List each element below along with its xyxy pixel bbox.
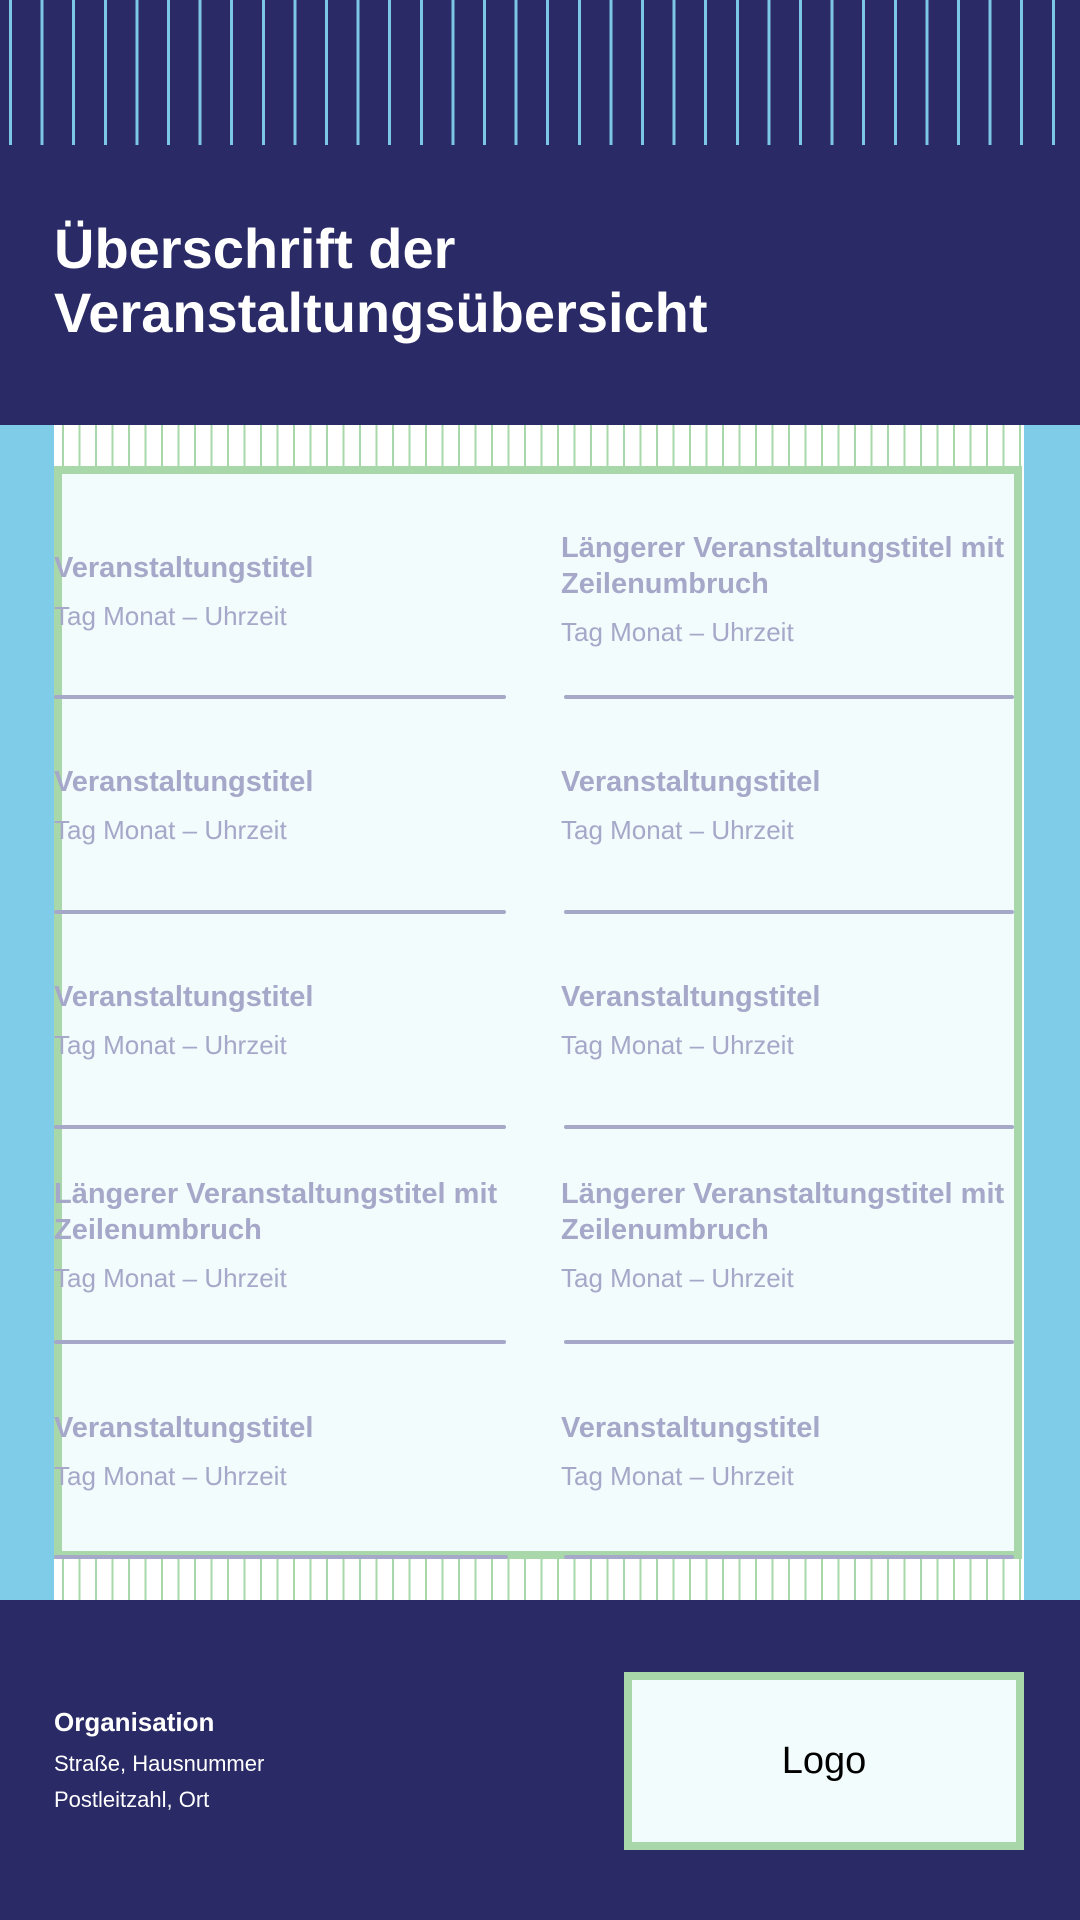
event-title: Längerer Veranstaltungstitel mit Zeilenumbruch [561,1178,1005,1246]
event-divider [564,1125,1014,1129]
page-title: Überschrift der Veranstaltungsübersicht [54,217,708,344]
event-divider [54,1340,506,1344]
event-item [561,1410,1031,1492]
logo-placeholder [624,1672,1024,1850]
organisation-city: Postleitzahl, Ort [54,1787,210,1812]
event-title: Veranstaltungstitel [561,981,821,1013]
event-item [54,550,524,632]
event-title: Veranstaltungstitel [561,1412,821,1444]
event-title: Veranstaltungstitel [54,766,314,798]
event-item [54,1176,524,1294]
event-divider [54,910,506,914]
event-item [561,530,1031,648]
event-date: Tag Monat – Uhrzeit [561,617,794,647]
event-title: Veranstaltungstitel [54,552,314,584]
event-divider [564,1340,1014,1344]
event-item [54,1410,524,1492]
top-stripe-pattern [0,0,1080,145]
event-item [54,979,524,1061]
event-item [54,764,524,846]
event-list [54,466,1022,1559]
event-divider [54,1125,506,1129]
event-date: Tag Monat – Uhrzeit [54,601,287,631]
event-divider [54,1555,508,1559]
event-title: Veranstaltungstitel [54,1412,314,1444]
event-date: Tag Monat – Uhrzeit [54,815,287,845]
event-item [561,1176,1031,1294]
event-divider [564,695,1014,699]
event-divider [564,910,1014,914]
logo-text: Logo [781,1740,867,1782]
event-date: Tag Monat – Uhrzeit [561,1461,794,1491]
event-date: Tag Monat – Uhrzeit [54,1461,287,1491]
event-date: Tag Monat – Uhrzeit [54,1263,287,1293]
organisation-street: Straße, Hausnummer [54,1751,265,1776]
header [0,145,1080,425]
event-divider [564,1555,1014,1559]
event-title: Veranstaltungstitel [54,981,314,1013]
event-title: Längerer Veranstaltungstitel mit Zeilenumbruch [54,1178,498,1246]
event-item [561,764,1031,846]
event-date: Tag Monat – Uhrzeit [561,1263,794,1293]
event-date: Tag Monat – Uhrzeit [54,1030,287,1060]
event-date: Tag Monat – Uhrzeit [561,1030,794,1060]
event-item [561,979,1031,1061]
event-title: Veranstaltungstitel [561,766,821,798]
footer [0,1600,1080,1920]
organisation-name: Organisation [54,1707,215,1737]
event-date: Tag Monat – Uhrzeit [561,815,794,845]
event-divider [54,695,506,699]
event-title: Längerer Veranstaltungstitel mit Zeilenumbruch [561,532,1005,600]
